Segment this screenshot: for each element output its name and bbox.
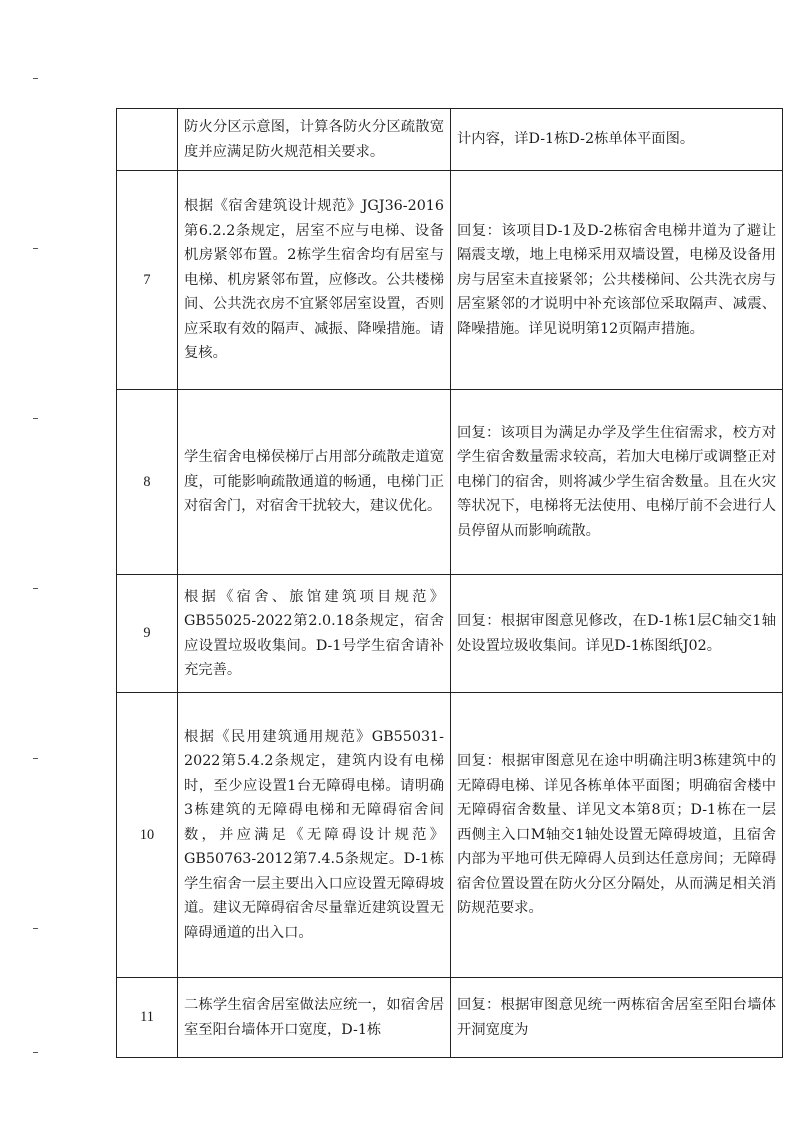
row-number: 11 — [117, 978, 178, 1058]
review-comment: 根据《宿舍、旅馆建筑项目规范》GB55025-2022第2.0.18条规定，宿舍应设置垃圾收集间。D-1号学生宿舍请补充完善。 — [178, 575, 451, 693]
table-row — [117, 171, 783, 390]
reply-text: 回复：该项目为满足办学及学生住宿需求，校方对学生宿舍数量需求较高，若加大电梯厅或调整正对电梯门的宿舍，则将减少学生宿舍数量。且在火灾等状况下，电梯将无法使用、电梯厅前不会进行人员停留从而影响疏散。 — [451, 390, 783, 575]
margin-mark — [33, 758, 38, 759]
review-comment: 二栋学生宿舍居室做法应统一，如宿舍居室至阳台墙体开口宽度，D-1栋 — [178, 978, 451, 1058]
table-row — [117, 575, 783, 693]
margin-mark — [33, 928, 38, 929]
review-comment: 根据《民用建筑通用规范》GB55031-2022第5.4.2条规定，建筑内设有电梯时，至少应设置1台无障碍电梯。请明确3栋建筑的无障碍电梯和无障碍宿舍间数，并应满足《无障碍设计规范》GB50763-2012第7.4.5条规定。D-1栋学生宿舍一层主要出入口应设置无障碍坡道。建议无障碍宿舍尽量靠近建筑设置无障碍通道的出入口。 — [178, 693, 451, 978]
row-number — [117, 109, 178, 171]
margin-mark — [33, 418, 38, 419]
reply-text: 计内容，详D-1栋D-2栋单体平面图。 — [451, 109, 783, 171]
review-comment: 根据《宿舍建筑设计规范》JGJ36-2016第6.2.2条规定，居室不应与电梯、设备机房紧邻布置。2栋学生宿舍均有居室与电梯、机房紧邻布置，应修改。公共楼梯间、公共洗衣房不宜紧邻居室设置，否则应采取有效的隔声、减振、降噪措施。请复核。 — [178, 171, 451, 390]
row-number: 10 — [117, 693, 178, 978]
reply-text: 回复：根据审图意见统一两栋宿舍居室至阳台墙体开洞宽度为 — [451, 978, 783, 1058]
row-number: 9 — [117, 575, 178, 693]
row-number: 8 — [117, 390, 178, 575]
margin-mark — [33, 588, 38, 589]
review-comment: 学生宿舍电梯侯梯厅占用部分疏散走道宽度，可能影响疏散通道的畅通，电梯门正对宿舍门，对宿舍干扰较大，建议优化。 — [178, 390, 451, 575]
table-row — [117, 390, 783, 575]
table-row — [117, 978, 783, 1058]
review-comments-table — [116, 108, 783, 1058]
margin-mark — [33, 248, 38, 249]
table-row — [117, 693, 783, 978]
reply-text: 回复：根据审图意见修改，在D-1栋1层C轴交1轴处设置垃圾收集间。详见D-1栋图纸J02。 — [451, 575, 783, 693]
margin-mark — [33, 1052, 38, 1053]
reply-text: 回复：该项目D-1及D-2栋宿舍电梯井道为了避让隔震支墩，地上电梯采用双墙设置，电梯及设备用房与居室未直接紧邻；公共楼梯间、公共洗衣房与居室紧邻的才说明中补充该部位采取隔声、减震、降噪措施。详见说明第12页隔声措施。 — [451, 171, 783, 390]
review-comment: 防火分区示意图，计算各防火分区疏散宽度并应满足防火规范相关要求。 — [178, 109, 451, 171]
table-row — [117, 109, 783, 171]
row-number: 7 — [117, 171, 178, 390]
margin-mark — [33, 78, 38, 79]
reply-text: 回复：根据审图意见在途中明确注明3栋建筑中的无障碍电梯、详见各栋单体平面图；明确宿舍楼中无障碍宿舍数量、详见文本第8页；D-1栋在一层西侧主入口M轴交1轴处设置无障碍坡道，且宿舍内部为平地可供无障碍人员到达任意房间；无障碍宿舍位置设置在防火分区分隔处，从而满足相关消防规范要求。 — [451, 693, 783, 978]
